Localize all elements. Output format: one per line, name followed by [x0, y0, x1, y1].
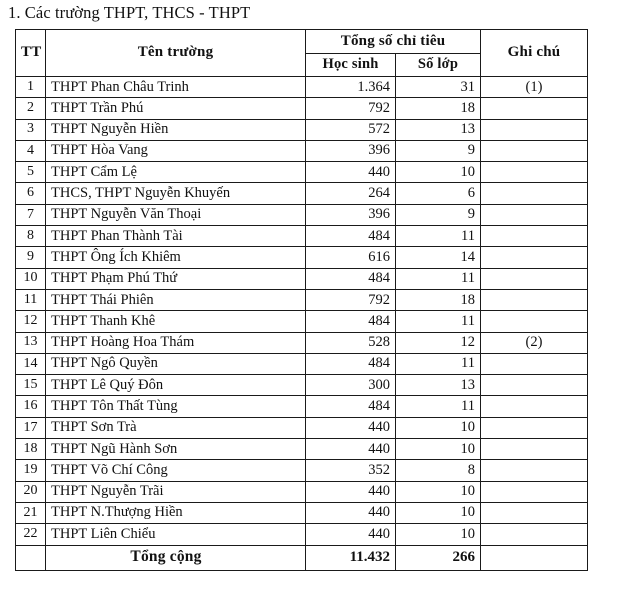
total-row-classes: 266 [396, 545, 481, 570]
row-school-name: THPT Hoàng Hoa Thám [46, 332, 306, 353]
column-header-classes: Số lớp [396, 54, 481, 77]
row-index: 18 [16, 439, 46, 460]
row-note [481, 289, 588, 310]
row-school-name: THPT Ngũ Hành Sơn [46, 439, 306, 460]
table-body [16, 77, 588, 546]
table-row [16, 204, 588, 225]
row-note [481, 353, 588, 374]
row-index: 8 [16, 226, 46, 247]
row-classes: 13 [396, 375, 481, 396]
row-school-name: THPT Thái Phiên [46, 289, 306, 310]
row-students: 484 [306, 226, 396, 247]
row-students: 396 [306, 204, 396, 225]
row-students: 572 [306, 119, 396, 140]
table-row [16, 311, 588, 332]
table-row [16, 481, 588, 502]
row-index: 22 [16, 524, 46, 545]
row-students: 616 [306, 247, 396, 268]
row-index: 5 [16, 162, 46, 183]
table-row [16, 439, 588, 460]
row-classes: 10 [396, 439, 481, 460]
row-index: 12 [16, 311, 46, 332]
row-index: 17 [16, 417, 46, 438]
row-note [481, 247, 588, 268]
row-students: 440 [306, 524, 396, 545]
row-school-name: THPT Trần Phú [46, 98, 306, 119]
row-classes: 9 [396, 204, 481, 225]
row-classes: 11 [396, 311, 481, 332]
row-students: 352 [306, 460, 396, 481]
row-students: 440 [306, 439, 396, 460]
row-note [481, 204, 588, 225]
row-note [481, 119, 588, 140]
row-note: (1) [481, 77, 588, 98]
row-index: 16 [16, 396, 46, 417]
row-index: 3 [16, 119, 46, 140]
row-classes: 11 [396, 396, 481, 417]
total-row-note [481, 545, 588, 570]
table-row [16, 332, 588, 353]
row-school-name: THPT Nguyễn Hiền [46, 119, 306, 140]
table-row [16, 77, 588, 98]
row-students: 792 [306, 289, 396, 310]
row-school-name: THPT Phan Châu Trinh [46, 77, 306, 98]
row-note [481, 396, 588, 417]
row-school-name: THPT Võ Chí Công [46, 460, 306, 481]
row-note [481, 183, 588, 204]
row-index: 2 [16, 98, 46, 119]
row-classes: 11 [396, 268, 481, 289]
row-school-name: THPT Ngô Quyền [46, 353, 306, 374]
row-note: (2) [481, 332, 588, 353]
row-school-name: THPT Nguyễn Văn Thoại [46, 204, 306, 225]
column-header-students: Học sinh [306, 54, 396, 77]
row-note [481, 226, 588, 247]
row-index: 9 [16, 247, 46, 268]
row-school-name: THPT Phan Thành Tài [46, 226, 306, 247]
table-row [16, 119, 588, 140]
table-row [16, 226, 588, 247]
row-index: 14 [16, 353, 46, 374]
row-note [481, 524, 588, 545]
table-row [16, 289, 588, 310]
row-classes: 12 [396, 332, 481, 353]
table-footer [16, 545, 588, 570]
row-students: 484 [306, 311, 396, 332]
row-students: 528 [306, 332, 396, 353]
school-quota-table-container [15, 29, 587, 571]
row-note [481, 162, 588, 183]
row-school-name: THPT Phạm Phú Thứ [46, 268, 306, 289]
table-row [16, 98, 588, 119]
column-header-notes: Ghi chú [481, 30, 588, 77]
total-row [16, 545, 588, 570]
column-header-quota-group: Tổng số chỉ tiêu [306, 30, 481, 54]
total-row-label: Tổng cộng [46, 545, 306, 570]
row-index: 11 [16, 289, 46, 310]
row-students: 484 [306, 353, 396, 374]
row-index: 15 [16, 375, 46, 396]
row-classes: 11 [396, 353, 481, 374]
row-students: 440 [306, 502, 396, 523]
table-row [16, 417, 588, 438]
row-note [481, 417, 588, 438]
row-classes: 14 [396, 247, 481, 268]
row-students: 484 [306, 396, 396, 417]
row-classes: 9 [396, 140, 481, 161]
column-header-tt: TT [16, 30, 46, 77]
row-school-name: THPT Lê Quý Đôn [46, 375, 306, 396]
row-note [481, 481, 588, 502]
row-school-name: THPT Sơn Trà [46, 417, 306, 438]
table-row [16, 502, 588, 523]
row-classes: 13 [396, 119, 481, 140]
row-index: 4 [16, 140, 46, 161]
row-school-name: THCS, THPT Nguyễn Khuyến [46, 183, 306, 204]
table-header-row-primary [16, 30, 588, 54]
row-students: 396 [306, 140, 396, 161]
row-school-name: THPT N.Thượng Hiền [46, 502, 306, 523]
table-row [16, 247, 588, 268]
row-note [481, 268, 588, 289]
page-title: 1. Các trường THPT, THCS - THPT [8, 3, 251, 22]
row-index: 1 [16, 77, 46, 98]
row-classes: 11 [396, 226, 481, 247]
row-students: 792 [306, 98, 396, 119]
row-school-name: THPT Liên Chiểu [46, 524, 306, 545]
table-row [16, 140, 588, 161]
row-students: 440 [306, 417, 396, 438]
row-index: 6 [16, 183, 46, 204]
row-classes: 10 [396, 502, 481, 523]
table-row [16, 375, 588, 396]
total-row-students: 11.432 [306, 545, 396, 570]
row-note [481, 375, 588, 396]
table-row [16, 162, 588, 183]
row-classes: 18 [396, 289, 481, 310]
row-school-name: THPT Thanh Khê [46, 311, 306, 332]
school-quota-table [15, 29, 588, 571]
row-note [481, 502, 588, 523]
row-classes: 10 [396, 524, 481, 545]
row-note [481, 140, 588, 161]
row-classes: 8 [396, 460, 481, 481]
table-row [16, 460, 588, 481]
row-classes: 18 [396, 98, 481, 119]
row-note [481, 311, 588, 332]
table-row [16, 183, 588, 204]
row-index: 10 [16, 268, 46, 289]
row-classes: 10 [396, 481, 481, 502]
row-note [481, 439, 588, 460]
table-row [16, 353, 588, 374]
row-classes: 10 [396, 417, 481, 438]
row-note [481, 460, 588, 481]
table-row [16, 524, 588, 545]
table-row [16, 268, 588, 289]
row-index: 13 [16, 332, 46, 353]
row-index: 20 [16, 481, 46, 502]
row-index: 19 [16, 460, 46, 481]
row-school-name: THPT Tôn Thất Tùng [46, 396, 306, 417]
row-students: 484 [306, 268, 396, 289]
row-students: 300 [306, 375, 396, 396]
row-school-name: THPT Ông Ích Khiêm [46, 247, 306, 268]
row-note [481, 98, 588, 119]
row-classes: 31 [396, 77, 481, 98]
row-school-name: THPT Hòa Vang [46, 140, 306, 161]
total-row-tt-cell [16, 545, 46, 570]
row-students: 440 [306, 162, 396, 183]
row-students: 1.364 [306, 77, 396, 98]
row-index: 7 [16, 204, 46, 225]
row-index: 21 [16, 502, 46, 523]
table-row [16, 396, 588, 417]
row-students: 264 [306, 183, 396, 204]
row-school-name: THPT Cẩm Lệ [46, 162, 306, 183]
row-school-name: THPT Nguyễn Trãi [46, 481, 306, 502]
row-classes: 6 [396, 183, 481, 204]
column-header-school-name: Tên trường [46, 30, 306, 77]
row-classes: 10 [396, 162, 481, 183]
row-students: 440 [306, 481, 396, 502]
table-header [16, 30, 588, 77]
